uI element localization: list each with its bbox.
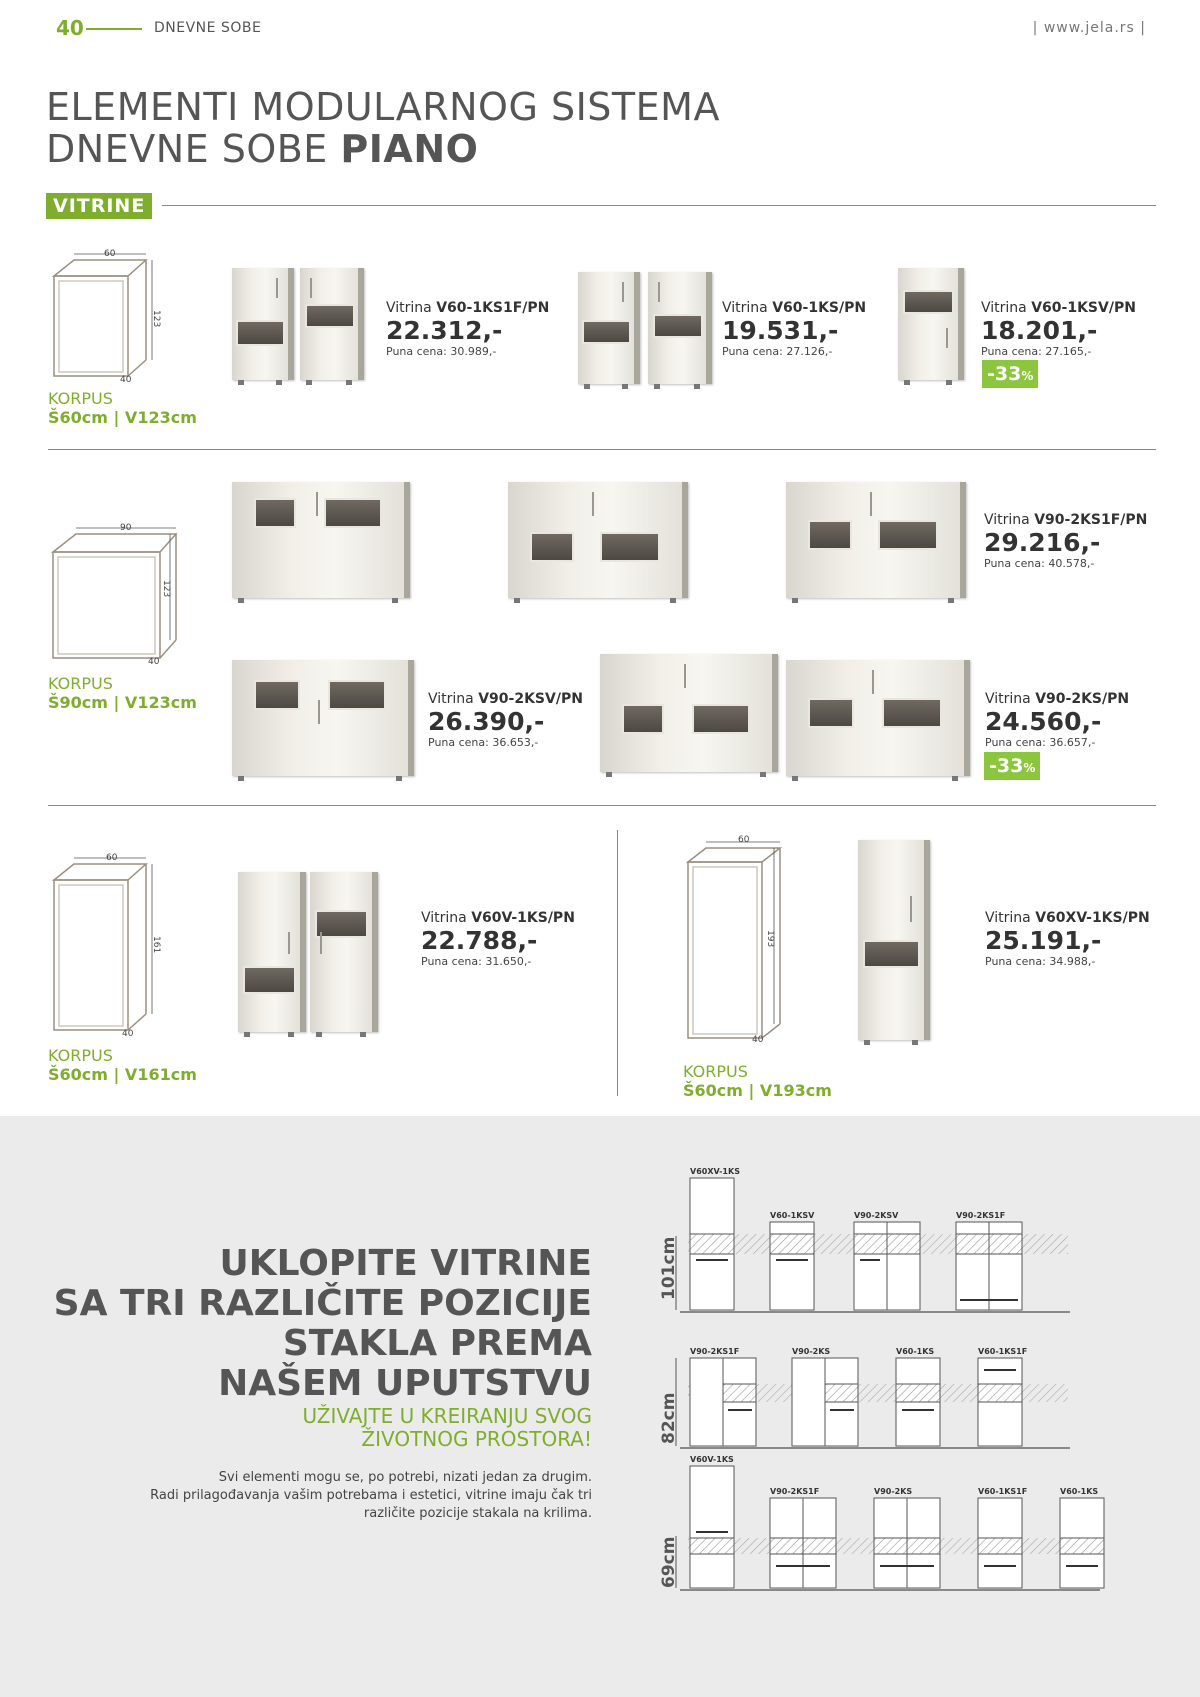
product-price: 29.216,- <box>984 528 1101 557</box>
product-full-price: Puna cena: 31.650,- <box>421 955 532 968</box>
product-card[interactable] <box>428 691 583 749</box>
divider <box>162 205 1156 206</box>
page-number: 40 <box>56 16 84 40</box>
product-card[interactable] <box>386 300 549 358</box>
korpus-label-3 <box>48 1046 197 1084</box>
korpus-depth: 40 <box>148 657 160 667</box>
korpus-drawing-1 <box>48 248 161 388</box>
product-image[interactable] <box>858 840 930 1040</box>
product-full-price: Puna cena: 36.653,- <box>428 736 539 749</box>
svg-text:82cm: 82cm <box>659 1392 679 1444</box>
product-full-price: Puna cena: 34.988,- <box>985 955 1096 968</box>
product-image[interactable] <box>898 268 964 380</box>
discount-badge: -33% <box>982 360 1038 388</box>
category-badge: VITRINE <box>46 193 152 219</box>
korpus-label-1 <box>48 389 197 427</box>
vertical-divider <box>617 830 618 1096</box>
promo-subheading <box>302 1405 592 1451</box>
product-image[interactable] <box>600 654 778 772</box>
glass-position-diagram <box>660 1160 1120 1600</box>
korpus-depth: 40 <box>752 1035 764 1045</box>
svg-text:V90-2KS: V90-2KS <box>874 1487 913 1496</box>
svg-text:69cm: 69cm <box>659 1536 679 1588</box>
promo-heading-line: UKLOPITE VITRINE <box>219 1243 592 1284</box>
svg-text:V60V-1KS: V60V-1KS <box>690 1455 734 1464</box>
title-line-2 <box>46 128 720 170</box>
product-name: Vitrina V90-2KSV/PN <box>428 691 583 707</box>
product-name: Vitrina V90-2KS1F/PN <box>984 512 1148 528</box>
product-image[interactable] <box>578 272 640 384</box>
product-image[interactable] <box>508 482 688 598</box>
korpus-title: KORPUS <box>48 389 113 408</box>
korpus-label-4 <box>683 1062 832 1100</box>
promo-body-line: Radi prilagođavanja vašim potrebama i estetici, vitrine imaju čak tri <box>150 1488 592 1503</box>
korpus-dims: Š60cm | V123cm <box>48 408 197 427</box>
product-price: 19.531,- <box>722 316 839 345</box>
product-image[interactable] <box>238 872 306 1032</box>
product-name: Vitrina V60-1KS1F/PN <box>386 300 550 316</box>
korpus-depth: 40 <box>120 375 132 385</box>
svg-text:V60-1KS1F: V60-1KS1F <box>978 1487 1028 1496</box>
korpus-drawing-4 <box>684 834 784 1044</box>
korpus-width: 90 <box>120 523 132 533</box>
korpus-height: 161 <box>151 936 161 954</box>
product-card[interactable] <box>985 691 1129 749</box>
svg-text:V90-2KSV: V90-2KSV <box>854 1211 899 1220</box>
korpus-height: 123 <box>151 310 161 328</box>
korpus-title: KORPUS <box>48 1046 113 1065</box>
product-price: 22.312,- <box>386 316 503 345</box>
svg-text:101cm: 101cm <box>659 1236 679 1300</box>
svg-text:V90-2KS1F: V90-2KS1F <box>690 1347 740 1356</box>
product-image[interactable] <box>786 660 970 776</box>
svg-text:V90-2KS: V90-2KS <box>792 1347 831 1356</box>
product-full-price: Puna cena: 27.126,- <box>722 345 833 358</box>
product-full-price: Puna cena: 30.989,- <box>386 345 497 358</box>
page-title <box>46 86 720 170</box>
korpus-dims: Š60cm | V161cm <box>48 1065 197 1084</box>
svg-text:V60-1KSV: V60-1KSV <box>770 1211 815 1220</box>
product-price: 24.560,- <box>985 707 1102 736</box>
product-name: Vitrina V60-1KS/PN <box>722 300 867 316</box>
divider <box>48 805 1156 806</box>
korpus-width: 60 <box>104 249 116 259</box>
korpus-height: 193 <box>765 930 775 948</box>
product-price: 25.191,- <box>985 926 1102 955</box>
section-name: DNEVNE SOBE <box>154 20 262 36</box>
promo-body-line: različite pozicije stakala na krilima. <box>363 1506 592 1521</box>
product-full-price: Puna cena: 27.165,- <box>981 345 1092 358</box>
promo-subheading-line: ŽIVOTNOG PROSTORA! <box>361 1427 592 1451</box>
diagram-row-2 <box>659 1347 1070 1448</box>
product-name: Vitrina V60-1KSV/PN <box>981 300 1136 316</box>
korpus-drawing-3 <box>48 850 161 1040</box>
korpus-title: KORPUS <box>683 1062 748 1081</box>
promo-heading-line: STAKLA PREMA <box>282 1323 592 1364</box>
discount-badge: -33% <box>984 752 1040 780</box>
product-image[interactable] <box>310 872 378 1032</box>
product-image[interactable] <box>786 482 966 598</box>
korpus-depth: 40 <box>122 1029 134 1039</box>
title-line-2-bold: PIANO <box>340 127 479 171</box>
korpus-height: 123 <box>161 580 171 598</box>
promo-heading-line: SA TRI RAZLIČITE POZICIJE <box>53 1283 592 1324</box>
title-line-2-prefix: DNEVNE SOBE <box>46 127 328 171</box>
korpus-drawing-2 <box>48 522 178 667</box>
svg-text:V60-1KS1F: V60-1KS1F <box>978 1347 1028 1356</box>
product-name: Vitrina V90-2KS/PN <box>985 691 1130 707</box>
product-price: 26.390,- <box>428 707 545 736</box>
promo-heading <box>54 1244 592 1404</box>
product-image[interactable] <box>232 482 410 598</box>
product-name: Vitrina V60XV-1KS/PN <box>985 910 1150 926</box>
promo-body-line: Svi elementi mogu se, po potrebi, nizati jedan za drugim. <box>218 1470 592 1485</box>
product-full-price: Puna cena: 40.578,- <box>984 557 1095 570</box>
svg-text:V60-1KS: V60-1KS <box>1060 1487 1099 1496</box>
header-rule <box>86 28 142 30</box>
product-card[interactable] <box>421 910 575 968</box>
svg-text:V60-1KS: V60-1KS <box>896 1347 935 1356</box>
product-name: Vitrina V60V-1KS/PN <box>421 910 575 926</box>
korpus-width: 60 <box>106 853 118 863</box>
product-card[interactable] <box>985 910 1150 968</box>
svg-text:V90-2KS1F: V90-2KS1F <box>956 1211 1006 1220</box>
korpus-dims: Š90cm | V123cm <box>48 693 197 712</box>
product-price: 18.201,- <box>981 316 1098 345</box>
diagram-row-3 <box>659 1455 1104 1590</box>
product-image[interactable] <box>300 268 364 380</box>
diagram-row-1 <box>659 1167 1070 1312</box>
product-image[interactable] <box>232 660 414 776</box>
product-price: 22.788,- <box>421 926 538 955</box>
svg-text:V90-2KS1F: V90-2KS1F <box>770 1487 820 1496</box>
product-full-price: Puna cena: 36.657,- <box>985 736 1096 749</box>
divider <box>48 449 1156 450</box>
svg-text:V60XV-1KS: V60XV-1KS <box>690 1167 740 1176</box>
korpus-width: 60 <box>738 835 750 845</box>
title-line-1: ELEMENTI MODULARNOG SISTEMA <box>46 85 720 129</box>
product-card[interactable] <box>984 512 1147 570</box>
product-image[interactable] <box>232 268 294 380</box>
korpus-dims: Š60cm | V193cm <box>683 1081 832 1100</box>
korpus-title: KORPUS <box>48 674 113 693</box>
website[interactable]: | www.jela.rs | <box>1032 20 1146 36</box>
product-card[interactable] <box>722 300 866 358</box>
promo-body <box>150 1469 592 1523</box>
product-image[interactable] <box>648 272 712 384</box>
korpus-label-2 <box>48 674 197 712</box>
product-card[interactable] <box>981 300 1136 358</box>
promo-subheading-line: UŽIVAJTE U KREIRANJU SVOG <box>302 1404 592 1428</box>
promo-heading-line: NAŠEM UPUTSTVU <box>218 1363 592 1404</box>
